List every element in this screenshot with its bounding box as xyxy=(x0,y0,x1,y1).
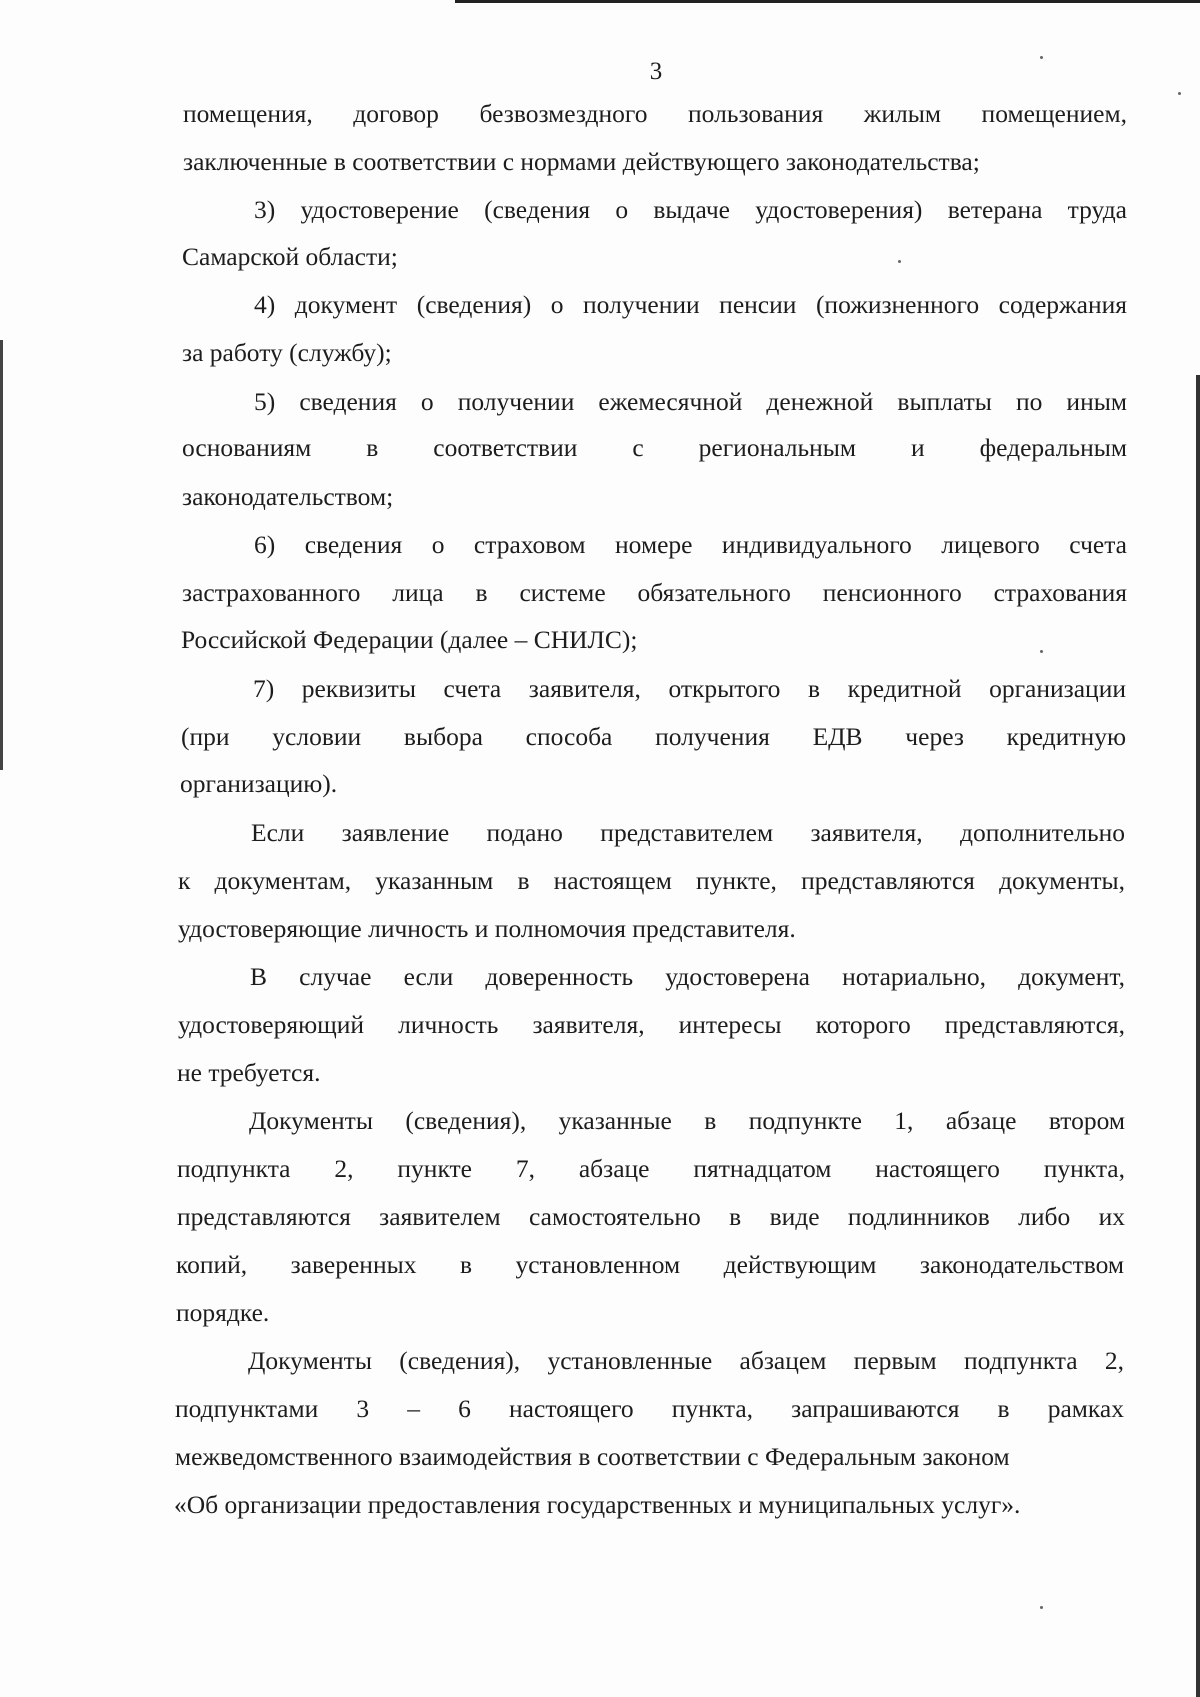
text-line: В случае если доверенность удостоверена нотариально, документ, xyxy=(250,962,1125,991)
text-line: 7) реквизиты счета заявителя, открытого в кредитной организации xyxy=(253,674,1126,703)
text-line: организацию). xyxy=(180,769,338,798)
scan-speck xyxy=(898,260,901,263)
text-line: Документы (сведения), указанные в подпункте 1, абзаце втором xyxy=(249,1106,1125,1135)
text-line: (при условии выбора способа получения ЕДВ через кредитную xyxy=(181,722,1126,751)
text-line: подпункта 2, пункте 7, абзаце пятнадцатом настоящего пункта, xyxy=(177,1154,1125,1183)
text-line: Самарской области; xyxy=(182,242,398,271)
page-number: 3 xyxy=(649,58,663,85)
text-line: помещения, договор безвозмездного пользования жилым помещением, xyxy=(183,99,1127,128)
text-line: Документы (сведения), установленные абзацем первым подпункта 2, xyxy=(248,1346,1124,1375)
right-scan-edge xyxy=(1196,375,1200,1697)
text-line: копий, заверенных в установленном действующим законодательством xyxy=(176,1250,1124,1279)
text-line: 6) сведения о страховом номере индивидуального лицевого счета xyxy=(254,530,1127,559)
text-line: порядке. xyxy=(176,1298,270,1327)
scan-speck xyxy=(1040,56,1043,59)
text-line: 3) удостоверение (сведения о выдаче удостоверения) ветерана труда xyxy=(254,195,1127,224)
text-line: подпунктами 3 – 6 настоящего пункта, запрашиваются в рамках xyxy=(175,1394,1124,1423)
left-scan-edge xyxy=(0,340,3,770)
text-line: удостоверяющие личность и полномочия представителя. xyxy=(178,914,796,943)
scan-speck xyxy=(1178,92,1181,95)
text-line: 5) сведения о получении ежемесячной денежной выплаты по иным xyxy=(254,387,1127,416)
text-line: заключенные в соответствии с нормами действующего законодательства; xyxy=(183,147,980,176)
text-line: межведомственного взаимодействия в соответствии с Федеральным законом xyxy=(175,1442,1010,1471)
text-line: основаниям в соответствии с региональным и федеральным xyxy=(182,433,1127,462)
text-line: застрахованного лица в системе обязательного пенсионного страхования xyxy=(182,578,1127,607)
text-line: к документам, указанным в настоящем пункте, представляются документы, xyxy=(178,866,1125,895)
text-line: представляются заявителем самостоятельно в виде подлинников либо их xyxy=(177,1202,1125,1231)
text-line: за работу (службу); xyxy=(182,338,392,367)
scan-speck xyxy=(1040,1606,1043,1609)
top-border-line xyxy=(455,0,1200,3)
text-line: 4) документ (сведения) о получении пенсии (пожизненного содержания xyxy=(254,290,1127,319)
text-line: удостоверяющий личность заявителя, интересы которого представляются, xyxy=(178,1010,1125,1039)
text-line: Если заявление подано представителем заявителя, дополнительно xyxy=(251,818,1125,847)
text-line: не требуется. xyxy=(177,1058,321,1087)
text-line: «Об организации предоставления государственных и муниципальных услуг». xyxy=(174,1490,1021,1519)
text-line: Российской Федерации (далее – СНИЛС); xyxy=(181,625,638,654)
text-line: законодательством; xyxy=(182,482,394,511)
scan-speck xyxy=(1040,650,1043,653)
